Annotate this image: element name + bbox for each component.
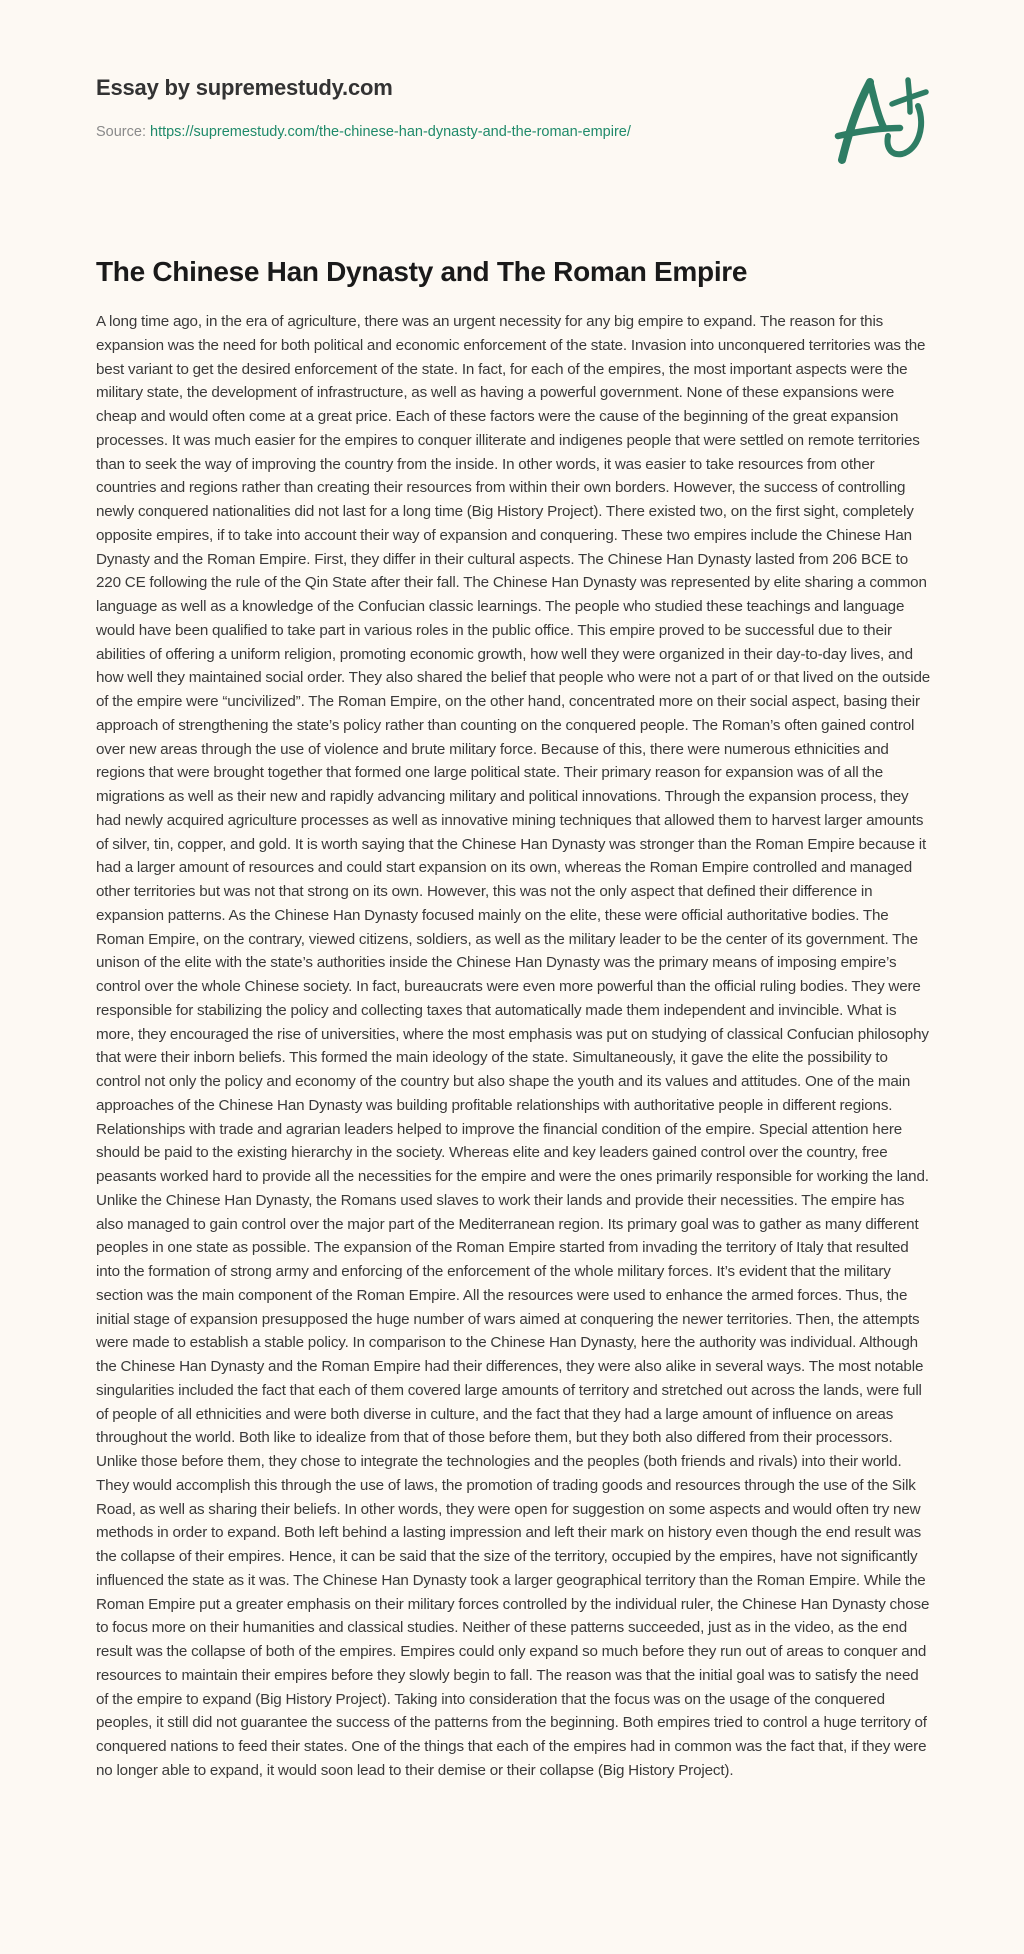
page-header: [96, 72, 816, 142]
site-title: Essay by supremestudy.com: [96, 75, 393, 100]
source-link[interactable]: https://supremestudy.com/the-chinese-han-dynasty-and-the-roman-empire/: [150, 124, 631, 140]
essay-article: [96, 252, 932, 1783]
a-plus-grade-icon: [818, 66, 930, 170]
essay-body: A long time ago, in the era of agriculture, there was an urgent necessity for any big empire to expand. The reason for this expansion was the need for both political and economic enforcement of the state. Invasion into unconquered territories was the best variant to get the desired enforcement of the state. In fact, for each of the empires, the most important aspects were the military state, the development of infrastructure, as well as having a powerful government. None of these expansions were cheap and would often come at a great price. Each of these factors were the cause of the beginning of the great expansion processes. It was much easier for the empires to conquer illiterate and indigenes people that were settled on remote territories than to seek the way of improving the country from the inside. In other words, it was easier to take resources from other countries and regions rather than creating their resources from within their own borders. However, the success of controlling newly conquered nationalities did not last for a long time (Big History Project). There existed two, on the first sight, completely opposite empires, if to take into account their way of expansion and conquering. These two empires include the Chinese Han Dynasty and the Roman Empire. First, they differ in their cultural aspects. The Chinese Han Dynasty lasted from 206 BCE to 220 CE following the rule of the Qin State after their fall. The Chinese Han Dynasty was represented by elite sharing a common language as well as a knowledge of the Confucian classic learnings. The people who studied these teachings and language would have been qualified to take part in various roles in the public office. This empire proved to be successful due to their abilities of offering a uniform religion, promoting economic growth, how well they were organized in their day-to-day lives, and how well they maintained social order. They also shared the belief that people who were not a part of or that lived on the outside of the empire were “uncivilized”. The Roman Empire, on the other hand, concentrated more on their social aspect, basing their approach of strengthening the state’s policy rather than counting on the conquered people. The Roman’s often gained control over new areas through the use of violence and brute military force. Because of this, there were numerous ethnicities and regions that were brought together that formed one large political state. Their primary reason for expansion was of all the migrations as well as their new and rapidly advancing military and political innovations. Through the expansion process, they had newly acquired agriculture processes as well as innovative mining techniques that allowed them to harvest larger amounts of silver, tin, copper, and gold. It is worth saying that the Chinese Han Dynasty was stronger than the Roman Empire because it had a larger amount of resources and could start expansion on its own, whereas the Roman Empire controlled and managed other territories but was not that strong on its own. However, this was not the only aspect that defined their difference in expansion patterns. As the Chinese Han Dynasty focused mainly on the elite, these were official authoritative bodies. The Roman Empire, on the contrary, viewed citizens, soldiers, as well as the military leader to be the center of its government. The unison of the elite with the state’s authorities inside the Chinese Han Dynasty was the primary means of imposing empire’s control over the whole Chinese society. In fact, bureaucrats were even more powerful than the official ruling bodies. They were responsible for stabilizing the policy and collecting taxes that automatically made them independent and invincible. What is more, they encouraged the rise of universities, where the most emphasis was put on studying of classical Confucian philosophy that were their inborn beliefs. This formed the main ideology of the state. Simultaneously, it gave the elite the possibility to control not only the policy and economy of the country but also shape the youth and its values and attitudes. One of the main approaches of the Chinese Han Dynasty was building profitable relationships with authoritative people in different regions. Relationships with trade and agrarian leaders helped to improve the financial condition of the empire. Special attention here should be paid to the existing hierarchy in the society. Whereas elite and key leaders gained control over the country, free peasants worked hard to provide all the necessities for the empire and were the ones primarily responsible for working the land. Unlike the Chinese Han Dynasty, the Romans used slaves to work their lands and provide their necessities. The empire has also managed to gain control over the major part of the Mediterranean region. Its primary goal was to gather as many different peoples in one state as possible. The expansion of the Roman Empire started from invading the territory of Italy that resulted into the formation of strong army and enforcing of the enforcement of the whole military forces. It’s evident that the military section was the main component of the Roman Empire. All the resources were used to enhance the armed forces. Thus, the initial stage of expansion presupposed the huge number of wars aimed at conquering the newer territories. Then, the attempts were made to establish a stable policy. In comparison to the Chinese Han Dynasty, here the authority was individual. Although the Chinese Han Dynasty and the Roman Empire had their differences, they were also alike in several ways. The most notable singularities included the fact that each of them covered large amounts of territory and stretched out across the lands, were full of people of all ethnicities and were both diverse in culture, and the fact that they had a large amount of influence on areas throughout the world. Both like to idealize from that of those before them, but they both also differed from their processors. Unlike those before them, they chose to integrate the technologies and the peoples (both friends and rivals) into their world. They would accomplish this through the use of laws, the promotion of trading goods and resources through the use of the Silk Road, as well as sharing their beliefs. In other words, they were open for suggestion on some aspects and would often try new methods in order to expand. Both left behind a lasting impression and left their mark on history even though the end result was the collapse of their empires. Hence, it can be said that the size of the territory, occupied by the empires, have not significantly influenced the state as it was. The Chinese Han Dynasty took a larger geographical territory than the Roman Empire. While the Roman Empire put a greater emphasis on their military forces controlled by the individual ruler, the Chinese Han Dynasty chose to focus more on their humanities and classical studies. Neither of these patterns succeeded, just as in the video, as the end result was the collapse of both of the empires. Empires could only expand so much before they run out of areas to conquer and resources to maintain their empires before they slowly begin to fall. The reason was that the initial goal was to satisfy the need of the empire to expand (Big History Project). Taking into consideration that the focus was on the usage of the conquered peoples, it still did not guarantee the success of the patterns from the beginning. Both empires tried to control a huge territory of conquered nations to feed their states. One of the things that each of the empires had in common was the fact that, if they were no longer able to expand, it would soon lead to their demise or their collapse (Big History Project).: [96, 313, 931, 1779]
essay-title: The Chinese Han Dynasty and The Roman Empire: [96, 256, 748, 287]
source-line: [96, 122, 816, 142]
source-label: Source:: [96, 124, 150, 140]
